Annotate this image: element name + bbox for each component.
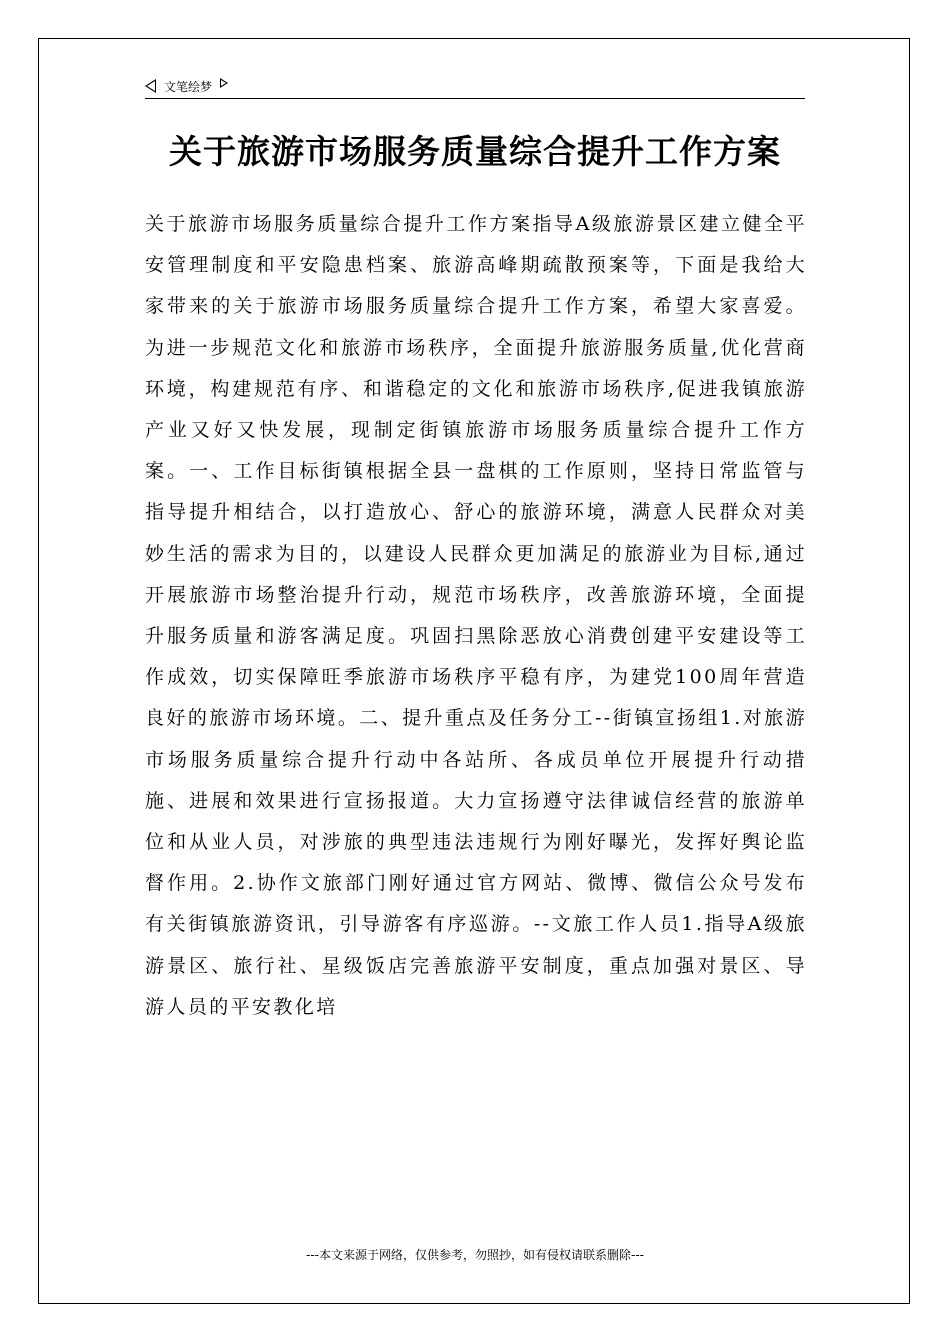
page-header [145, 74, 805, 99]
triangle-left-icon [145, 79, 156, 93]
document-title: 关于旅游市场服务质量综合提升工作方案 [169, 132, 781, 171]
triangle-right-icon [220, 78, 228, 88]
document-body: 关于旅游市场服务质量综合提升工作方案指导A级旅游景区建立健全平安管理制度和平安隐患档案、旅游高峰期疏散预案等，下面是我给大家带来的关于旅游市场服务质量综合提升工作方案，希望大家喜爱。为进一步规范文化和旅游市场秩序，全面提升旅游服务质量,优化营商环境，构建规范有序、和谐稳定的文化和旅游市场秩序,促进我镇旅游产业又好又快发展，现制定街镇旅游市场服务质量综合提升工作方案。一、工作目标街镇根据全县一盘棋的工作原则，坚持日常监管与指导提升相结合，以打造放心、舒心的旅游环境，满意人民群众对美妙生活的需求为目的，以建设人民群众更加满足的旅游业为目标,通过开展旅游市场整治提升行动，规范市场秩序，改善旅游环境，全面提升服务质量和游客满足度。巩固扫黑除恶放心消费创建平安建设等工作成效，切实保障旺季旅游市场秩序平稳有序，为建党100周年营造良好的旅游市场环境。二、提升重点及任务分工--街镇宣扬组1.对旅游市场服务质量综合提升行动中各站所、各成员单位开展提升行动措施、进展和效果进行宣扬报道。大力宣扬遵守法律诚信经营的旅游单位和从业人员，对涉旅的典型违法违规行为刚好曝光，发挥好舆论监督作用。2.协作文旅部门刚好通过官方网站、微博、微信公众号发布有关街镇旅游资讯，引导游客有序巡游。--文旅工作人员1.指导A级旅游景区、旅行社、星级饭店完善旅游平安制度，重点加强对景区、导游人员的平安教化培 [145, 213, 807, 1018]
footer-disclaimer: ---本文来源于网络，仅供参考，勿照抄，如有侵权请联系删除--- [306, 1248, 644, 1262]
header-brand: 文笔绘梦 [164, 79, 213, 94]
